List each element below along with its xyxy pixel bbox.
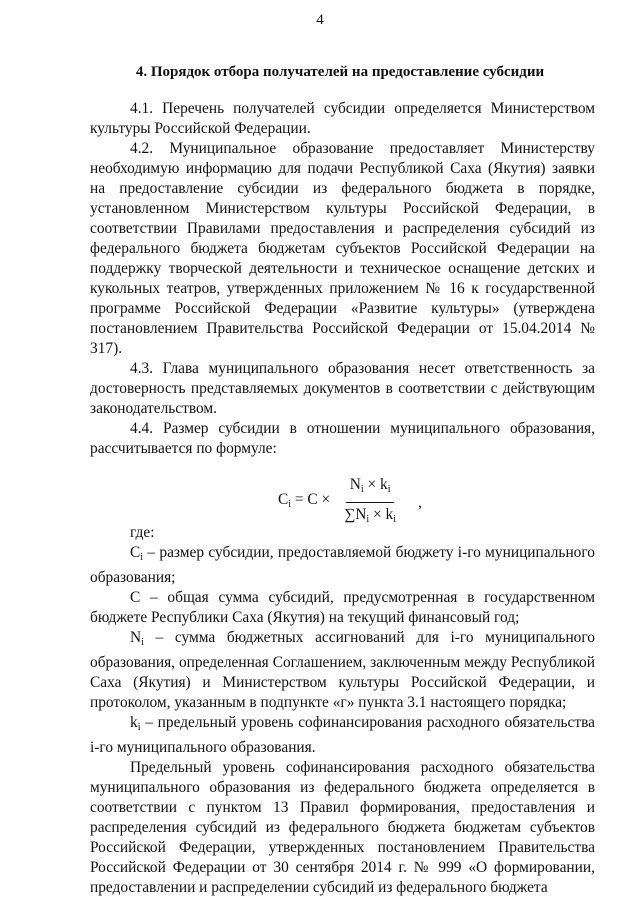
definition-ci [90, 543, 595, 588]
formula-comma: , [417, 493, 422, 511]
denominator-n-sub: i [366, 514, 370, 525]
definition-ki [90, 713, 595, 758]
subsidy-formula [90, 467, 595, 523]
ci-text: – размер субсидии, предоставляемой бюджету i-го муниципального образования; [90, 544, 595, 586]
denominator-k-sub: i [393, 514, 396, 525]
ni-text: – сумма бюджетных ассигнований для i-го муниципального образования, определенная Соглашением, заключенным между Республикой Саха (Якутия) и Министерством культуры Российской Федерации, и протоколом, указанным в подпункте «г» пункта 3.1 настоящего порядка; [90, 629, 595, 711]
paragraph-4-1: 4.1. Перечень получателей субсидии определяется Министерством культуры Российской Федерации. [90, 100, 595, 137]
page-number: 4 [316, 12, 324, 28]
section-heading: 4. Порядок отбора получателей на предоставление субсидии [135, 64, 545, 80]
numerator-times-k: × k [363, 476, 388, 493]
denominator-times-k: × k [369, 506, 394, 523]
ni-symbol: N [130, 629, 142, 646]
document-body [90, 99, 595, 898]
ci-symbol: C [130, 544, 141, 561]
denominator-sum-n: ∑N [344, 506, 367, 523]
ki-text: – предельный уровень софинансирования расходного обязательства i-го муниципального образования. [90, 714, 595, 756]
ni-sub: i [141, 637, 144, 648]
formula-denominator [340, 503, 400, 530]
formula-equals-c: = C × [294, 491, 331, 508]
definition-c: C – общая сумма субсидий, предусмотренная в государственном бюджете Республики Саха (Якутия) на текущий финансовый год; [90, 589, 595, 626]
paragraph-4-4: 4.4. Размер субсидии в отношении муниципального образования, рассчитывается по формуле: [90, 420, 595, 457]
formula-fraction [340, 475, 400, 530]
formula-ci-sub: i [288, 499, 292, 510]
definition-ni [90, 628, 595, 713]
ki-sub: i [137, 722, 141, 733]
where-label: где: [130, 524, 155, 541]
paragraph-4-3: 4.3. Глава муниципального образования несет ответственность за достоверность представляемых документов в соответствии с действующим законодательством. [90, 360, 595, 417]
numerator-n: N [349, 476, 361, 493]
ci-sub: i [140, 552, 144, 563]
ki-symbol: k [130, 714, 138, 731]
closing-paragraph: Предельный уровень софинансирования расходного обязательства муниципального образования из федерального бюджета определяется в соответствии с пунктом 13 Правил формирования, предоставления и распределения субсидий из федерального бюджета бюджетам субъектов Российской Федерации, утвержденных постановлением Правительства Российской Федерации от 30 сентября 2014 г. № 999 «О формировании, предоставлении и распределении субсидий из федерального бюджета [90, 759, 595, 896]
formula-lhs [278, 490, 330, 515]
numerator-n-sub: i [360, 484, 364, 495]
formula-numerator [346, 475, 395, 503]
paragraph-4-2: 4.2. Муниципальное образование предоставляет Министерству необходимую информацию для подачи Республикой Саха (Якутия) заявки на предоставление субсидии из федерального бюджета в порядке, установленном Министерством культуры Российской Федерации, в соответствии Правилами предоставления и распределения субсидий из федерального бюджета бюджетам субъектов Российской Федерации на поддержку творческой деятельности и техническое оснащение детских и кукольных театров, утвержденных приложением № 16 к государственной программе Российской Федерации «Развитие культуры» (утверждена постановлением Правительства Российской Федерации от 15.04.2014 № 317). [90, 140, 595, 357]
numerator-k-sub: i [387, 484, 391, 495]
formula-ci: C [278, 491, 289, 508]
